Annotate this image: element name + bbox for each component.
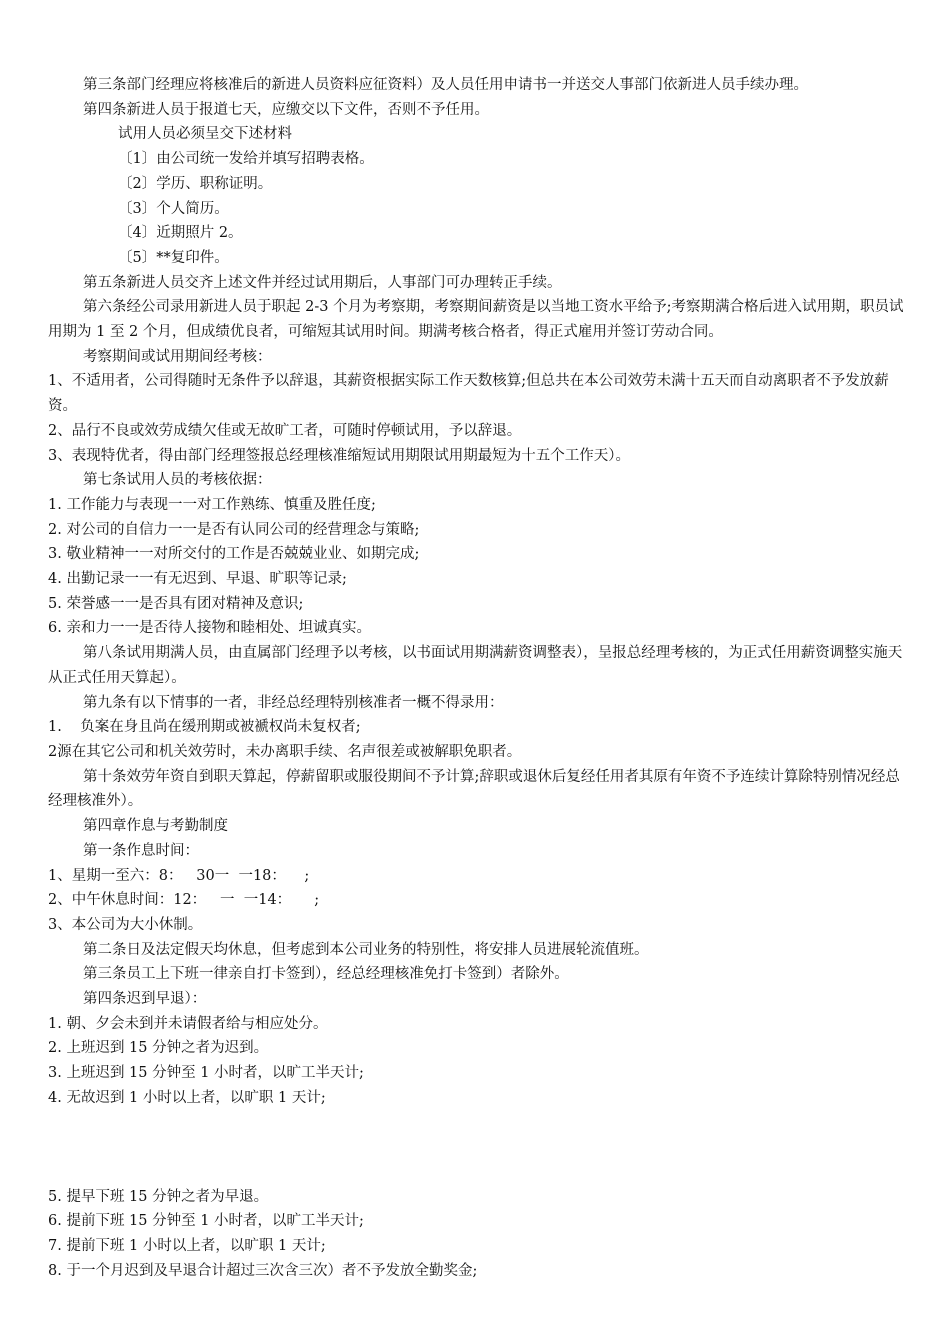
article-9: 第九条有以下情事的一者，非经总经理特别核准者一概不得录用： — [83, 694, 504, 711]
article-3: 第三条部门经理应将核准后的新进人员资料应征资料）及人员任用申请书一并送交人事部门依新进人员手续办理。 — [83, 77, 808, 93]
blank-gap — [48, 1111, 908, 1185]
criteria-item: 2. 对公司的自信力一一是否有认同公司的经营理念与策略; — [48, 521, 420, 538]
assessment-item: 2、品行不良或效劳成绩欠佳或无故旷工者，可随时停顿试用，予以辞退。 — [48, 422, 522, 439]
material-item: 〔4〕近期照片 2。 — [118, 225, 243, 242]
material-item: 〔2〕学历、职称证明。 — [118, 175, 273, 192]
material-item: 〔5〕**复印件。 — [118, 249, 229, 266]
criteria-item: 3. 敬业精神一一对所交付的工作是否兢兢业业、如期完成; — [48, 546, 420, 563]
article-10: 第十条效劳年资自到职天算起，停薪留职或服役期间不予计算;辞职或退休后复经任用者其原有年资不予连续计算除特别情况经总经理核准外）。 — [48, 768, 900, 810]
document-body — [48, 73, 908, 1283]
material-item: 〔3〕个人简历。 — [118, 200, 229, 217]
schedule-item: 3、本公司为大小休制。 — [48, 916, 203, 933]
late-rule: 3. 上班迟到 15 分钟至 1 小时者，以旷工半天计; — [48, 1065, 364, 1082]
article-4: 第四条新进人员于报道七天，应缴交以下文件，否则不予任用。 — [83, 101, 489, 118]
late-rule: 2. 上班迟到 15 分钟之者为迟到。 — [48, 1040, 269, 1057]
article-6: 第六条经公司录用新进人员于职起 2-3 个月为考察期，考察期间薪资是以当地工资水平给予;考察期满合格后进入试用期，职员试用期为 1 至 2 个月，但成绩优良者，可缩短其试用时间。期满考核合格者，得正式雇用并签订劳动合同。 — [48, 299, 904, 341]
assessment-item: 1、不适用者，公司得随时无条件予以辞退，其薪资根据实际工作天数核算;但总共在本公司效劳未满十五天而自动离职者不予发放薪资。 — [48, 373, 889, 415]
article-holidays: 第二条日及法定假天均休息，但考虑到本公司业务的特别性，将安排人员进展轮流值班。 — [83, 941, 649, 958]
late-rule: 1. 朝、夕会未到并未请假者给与相应处分。 — [48, 1015, 328, 1032]
assessment-item: 3、表现特优者，得由部门经理签报总经理核准缩短试用期限试用期最短为十五个工作天）。 — [48, 447, 630, 464]
schedule-item: 1、星期一至六：8： 30一 一18： ; — [48, 867, 310, 884]
early-rule: 7. 提前下班 1 小时以上者，以旷职 1 天计; — [48, 1237, 326, 1254]
assessment-heading: 考察期间或试用期间经考核： — [83, 348, 272, 365]
exclusion-item: 2源在其它公司和机关效劳时，未办离职手续、名声很差或被解职免职者。 — [48, 743, 522, 760]
late-rule: 4. 无故迟到 1 小时以上者，以旷职 1 天计; — [48, 1089, 326, 1106]
early-rule: 8. 于一个月迟到及早退合计超过三次含三次）者不予发放全勤奖金; — [48, 1262, 478, 1279]
schedule-item: 2、中午休息时间：12： 一 一14： ; — [48, 892, 320, 909]
criteria-item: 6. 亲和力一一是否待人接物和睦相处、坦诚真实。 — [48, 620, 371, 637]
early-rule: 6. 提前下班 15 分钟至 1 小时者，以旷工半天计; — [48, 1213, 364, 1230]
exclusion-item: 1. 负案在身且尚在缓刑期或被褫权尚未复权者; — [48, 719, 361, 736]
criteria-item: 5. 荣誉感一一是否具有团对精神及意识; — [48, 595, 304, 612]
article-7: 第七条试用人员的考核依据： — [83, 472, 272, 489]
chapter-heading: 第四章作息与考勤制度 — [83, 818, 228, 835]
materials-heading: 试用人员必须呈交下述材料 — [118, 126, 292, 143]
article-8: 第八条试用期满人员，由直属部门经理予以考核，以书面试用期满薪资调整表），呈报总经理考核的，为正式任用薪资调整实施天从正式任用天算起）。 — [48, 645, 903, 686]
criteria-item: 4. 出勤记录一一有无迟到、早退、旷职等记录; — [48, 571, 347, 588]
article-5: 第五条新进人员交齐上述文件并经过试用期后，人事部门可办理转正手续。 — [83, 274, 562, 291]
criteria-item: 1. 工作能力与表现一一对工作熟练、慎重及胜任度; — [48, 496, 376, 513]
article-late-early: 第四条迟到早退）： — [83, 991, 207, 1008]
schedule-heading: 第一条作息时间： — [83, 842, 199, 859]
early-rule: 5. 提早下班 15 分钟之者为早退。 — [48, 1188, 269, 1205]
material-item: 〔1〕由公司统一发给并填写招聘表格。 — [118, 151, 374, 168]
article-clock-in: 第三条员工上下班一律亲自打卡签到），经总经理核准免打卡签到）者除外。 — [83, 966, 569, 983]
